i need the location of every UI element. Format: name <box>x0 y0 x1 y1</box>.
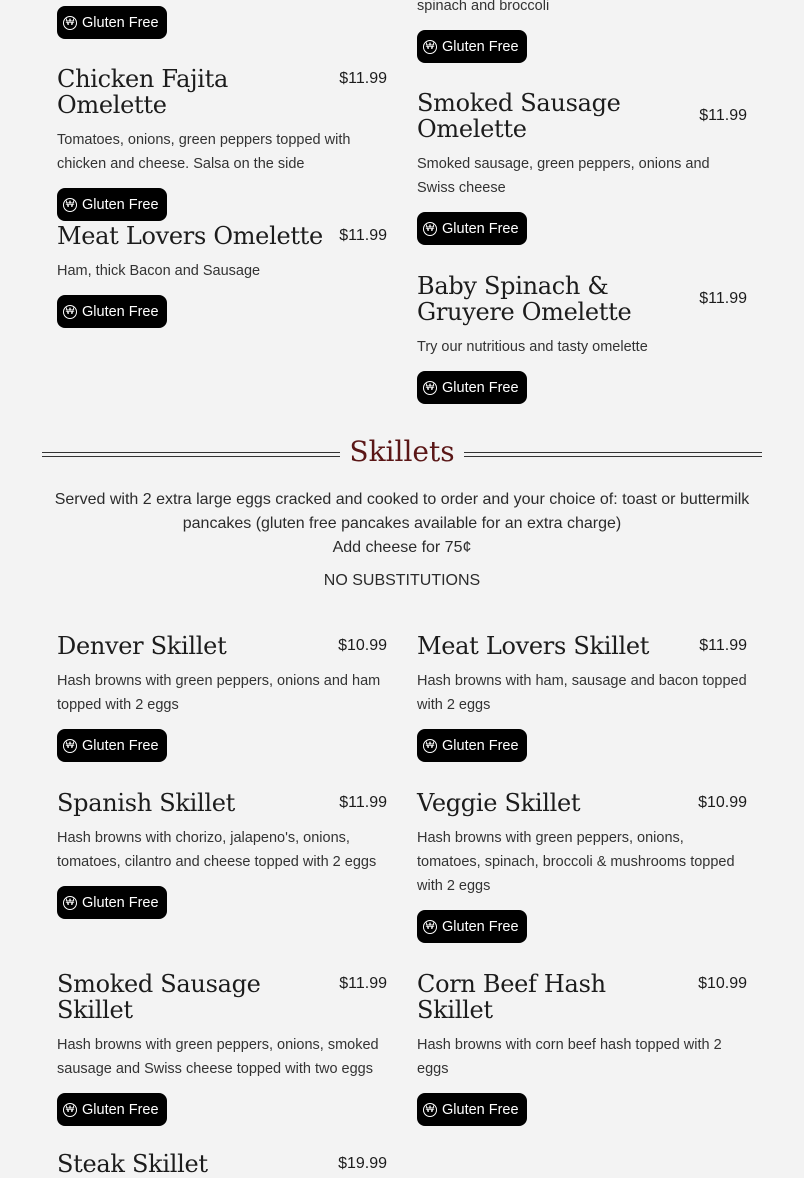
gluten-free-badge <box>57 729 167 762</box>
item-name: Denver Skillet <box>57 632 227 660</box>
gluten-free-badge <box>57 295 167 328</box>
no-substitutions-note: NO SUBSTITUTIONS <box>323 572 481 589</box>
menu-item <box>417 90 747 245</box>
item-name: Chicken Fajita Omelette <box>57 65 228 119</box>
gluten-free-badge <box>417 729 527 762</box>
wheat-icon: ₩ <box>423 1103 437 1117</box>
divider-right <box>464 452 762 457</box>
wheat-icon: ₩ <box>63 198 77 212</box>
item-name: Baby Spinach & Gruyere Omelette <box>417 272 632 326</box>
badge-label: Gluten Free <box>442 1101 519 1118</box>
item-price: $10.99 <box>698 794 747 811</box>
item-description: Hash browns with green peppers, onions and ham topped with 2 eggs <box>57 673 381 713</box>
item-price: $11.99 <box>699 290 747 307</box>
menu-item <box>417 971 747 1126</box>
item-name: Steak Skillet <box>57 1150 208 1178</box>
item-description: Hash browns with green peppers, onions, smoked sausage and Swiss cheese topped with two eggs <box>57 1037 379 1077</box>
gluten-free-badge <box>417 30 527 63</box>
badge-label: Gluten Free <box>82 737 159 754</box>
gluten-free-badge <box>57 886 167 919</box>
item-price: $11.99 <box>699 637 747 654</box>
wheat-icon: ₩ <box>63 305 77 319</box>
menu-item <box>57 66 387 221</box>
item-price: $11.99 <box>339 227 387 244</box>
item-description: Try our nutritious and tasty omelette <box>417 339 648 355</box>
item-name: Meat Lovers Omelette <box>57 222 323 250</box>
gluten-free-badge <box>417 371 527 404</box>
item-name: Smoked Sausage Skillet <box>57 970 261 1024</box>
item-description: Smoked sausage, green peppers, onions and Swiss cheese <box>417 156 710 196</box>
wheat-icon: ₩ <box>423 381 437 395</box>
badge-label: Gluten Free <box>442 38 519 55</box>
item-price: $11.99 <box>699 107 747 124</box>
item-description: Ham, thick Bacon and Sausage <box>57 263 261 279</box>
menu-item <box>57 633 387 762</box>
wheat-icon: ₩ <box>423 739 437 753</box>
section-description-text: Served with 2 extra large eggs cracked and cooked to order and your choice of: toast or buttermilk pancakes (gluten free pancakes available for an extra charge) <box>54 491 750 532</box>
item-name: Veggie Skillet <box>417 789 581 817</box>
gluten-free-badge <box>57 6 167 39</box>
wheat-icon: ₩ <box>63 1103 77 1117</box>
badge-label: Gluten Free <box>82 14 159 31</box>
menu-item <box>417 0 747 63</box>
item-price: $11.99 <box>339 70 387 87</box>
wheat-icon: ₩ <box>423 222 437 236</box>
badge-label: Gluten Free <box>442 379 519 396</box>
gluten-free-badge <box>57 1093 167 1126</box>
wheat-icon: ₩ <box>423 920 437 934</box>
gluten-free-badge <box>417 1093 527 1126</box>
badge-label: Gluten Free <box>82 894 159 911</box>
menu-item <box>57 1151 387 1177</box>
section-title: Skillets <box>349 435 455 468</box>
item-description: Tomatoes, onions, green peppers topped with chicken and cheese. Salsa on the side <box>57 132 351 172</box>
cheese-note: Add cheese for 75¢ <box>332 539 472 556</box>
menu-item <box>57 0 387 39</box>
menu-item <box>417 273 747 404</box>
badge-label: Gluten Free <box>82 303 159 320</box>
item-price: $10.99 <box>338 637 387 654</box>
menu-item <box>57 971 387 1126</box>
wheat-icon: ₩ <box>63 739 77 753</box>
menu-item <box>57 223 387 328</box>
menu-item <box>417 790 747 943</box>
badge-label: Gluten Free <box>82 196 159 213</box>
item-description: Hash browns with ham, sausage and bacon topped with 2 eggs <box>417 673 747 713</box>
item-description: Hash browns with green peppers, onions, tomatoes, spinach, broccoli & mushrooms topped with 2 eggs <box>417 830 735 894</box>
item-description: spinach and broccoli <box>417 0 550 14</box>
menu-item <box>417 633 747 762</box>
item-price: $11.99 <box>339 794 387 811</box>
badge-label: Gluten Free <box>442 918 519 935</box>
badge-label: Gluten Free <box>82 1101 159 1118</box>
badge-label: Gluten Free <box>442 737 519 754</box>
wheat-icon: ₩ <box>63 16 77 30</box>
item-name: Spanish Skillet <box>57 789 236 817</box>
item-name: Corn Beef Hash Skillet <box>417 970 606 1024</box>
gluten-free-badge <box>57 188 167 221</box>
item-price: $11.99 <box>339 975 387 992</box>
wheat-icon: ₩ <box>63 896 77 910</box>
badge-label: Gluten Free <box>442 220 519 237</box>
item-price: $19.99 <box>338 1155 387 1172</box>
gluten-free-badge <box>417 212 527 245</box>
gluten-free-badge <box>417 910 527 943</box>
item-description: Hash browns with chorizo, jalapeno's, onions, tomatoes, cilantro and cheese topped with 2 eggs <box>57 830 377 870</box>
skillets-section-header <box>42 435 762 475</box>
wheat-icon: ₩ <box>423 40 437 54</box>
item-name: Meat Lovers Skillet <box>417 632 650 660</box>
item-price: $10.99 <box>698 975 747 992</box>
section-description <box>42 488 762 560</box>
menu-item <box>57 790 387 919</box>
item-description: Hash browns with corn beef hash topped with 2 eggs <box>417 1037 722 1077</box>
item-name: Smoked Sausage Omelette <box>417 89 621 143</box>
